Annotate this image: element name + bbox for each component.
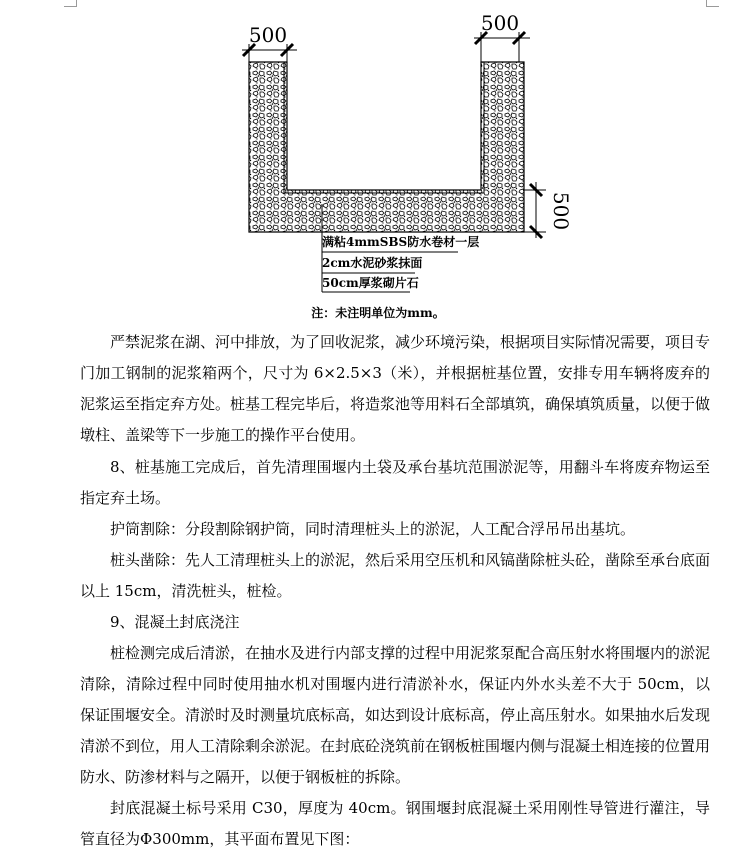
dimension-label: 500 xyxy=(480,11,520,35)
callout-label: 满粘4mmSBS防水卷材一层 xyxy=(322,235,480,249)
paragraph: 严禁泥浆在湖、河中排放，为了回收泥浆，减少环境污染，根据项目实际情况需要，项目专门加工钢制的泥浆箱两个，尺寸为 6×2.5×3（米），并根据桩基位置，安排专用车辆将废弃的泥浆运至指定弃方处。桩基工程完毕后，将造浆池等用料石全部填筑，确保填筑质量，以便于做墩柱、盖梁等下一步施工的操作平台使用。 xyxy=(80,333,711,444)
paragraph: 封底混凝土标号采用 C30，厚度为 40cm。钢围堰封底混凝土采用刚性导管进行灌注，导管直径为Φ300mm，其平面布置见下图： xyxy=(80,799,710,848)
paragraph: 8、桩基施工完成后，首先清理围堰内土袋及承台基坑范围淤泥等，用翻斗车将废弃物运至指定弃土场。 xyxy=(80,458,710,507)
callout-label: 50cm厚浆砌片石 xyxy=(322,276,419,290)
dimension-label: 500 xyxy=(248,23,288,47)
paragraph: 桩检测完成后清淤，在抽水及进行内部支撑的过程中用泥浆泵配合高压射水将围堰内的淤泥清除，清除过程中同时使用抽水机对围堰内进行清淤补水，保证内外水头差不大于 50cm，以保证围堰安全。清淤时及时测量坑底标高，如达到设计底标高，停止高压射水。如果抽水后发现清淤不到位，用人工清除剩余淤泥。在封底砼浇筑前在钢板桩围堰内侧与混凝土相连接的位置用防水、防渗材料与之隔开，以便于钢板桩的拆除。 xyxy=(80,644,711,786)
dimension-top-right xyxy=(474,11,530,62)
dimension-label: 500 xyxy=(549,191,573,231)
section-heading: 9、混凝土封底浇注 xyxy=(110,613,240,631)
paragraph: 护筒割除：分段割除钢护筒，同时清理桩头上的淤泥，人工配合浮吊吊出基坑。 xyxy=(110,520,636,538)
paragraph: 桩头凿除：先人工清理桩头上的淤泥，然后采用空压机和风镐凿除桩头砼，凿除至承台底面以上 15cm，清洗桩头，桩检。 xyxy=(80,551,711,600)
dimension-top-left xyxy=(242,23,297,62)
membrane-lining xyxy=(287,62,481,190)
mortar-lining xyxy=(284,62,484,193)
masonry-section xyxy=(249,62,524,232)
figure-note: 注：未注明单位为mm。 xyxy=(311,306,445,320)
callout-label: 2cm水泥砂浆抹面 xyxy=(322,256,423,270)
dimension-side xyxy=(524,182,573,238)
